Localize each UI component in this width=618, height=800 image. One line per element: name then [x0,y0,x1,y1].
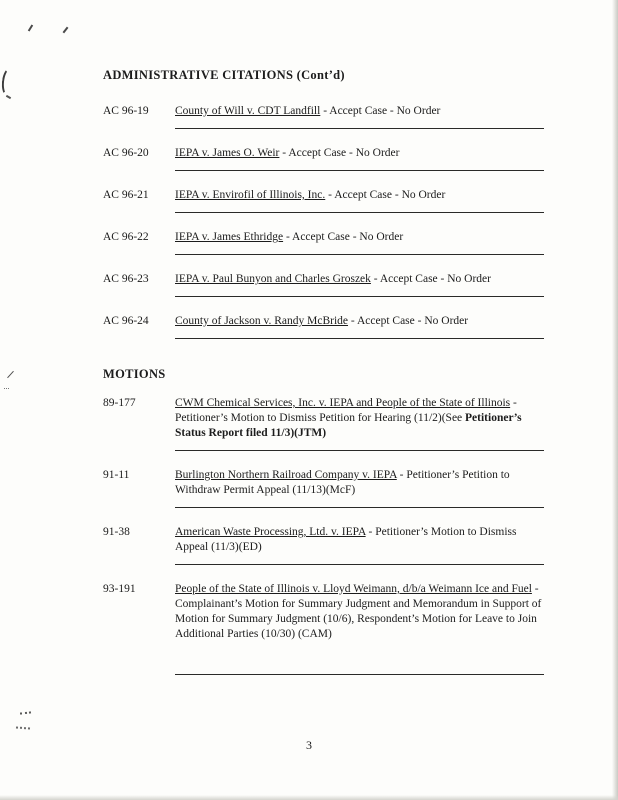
scan-artifact [20,711,31,714]
entry-description: - Accept Case - No Order [325,189,446,201]
entry-text [175,146,544,161]
docket-entry [103,104,544,119]
page-content [103,68,544,675]
docket-entry [103,272,544,287]
entry-text [175,468,544,498]
docket-entry [103,396,544,441]
section-title-motions: MOTIONS [103,367,166,381]
case-name: IEPA v. James O. Weir [175,147,280,159]
docket-number: 91-38 [103,526,130,538]
section-title-administrative-citations: ADMINISTRATIVE CITATIONS (Cont’d) [103,68,345,82]
docket-entry [103,314,544,329]
docket-entry [103,146,544,161]
entry-description: - Petitioner’s Motion to Dismiss Petition for Hearing (11/2)(See [175,397,517,424]
entry-description: - Accept Case - No Order [279,147,400,159]
separator-rule [175,674,544,675]
entry-description: - Complainant’s Motion for Summary Judgment and Memorandum in Support of Motion for Summary Judgment (10/6), Respondent’s Motion for Leave to Join Additional Parties (10/30) (CAM) [175,583,542,640]
docket-entry [103,525,544,555]
docket-number: 91-11 [103,469,130,481]
scan-artifact [63,27,69,34]
docket-number: AC 96-22 [103,231,149,243]
entry-description: - Accept Case - No Order [370,273,491,285]
case-name: American Waste Processing, Ltd. v. IEPA [175,526,366,538]
separator-rule [175,507,544,508]
entry-description: - Petitioner’s Petition to Withdraw Permit Appeal (11/13)(McF) [175,469,510,496]
entry-description: - Accept Case - No Order [283,231,404,243]
separator-rule [175,296,544,297]
entry-description: - Accept Case - No Order [320,105,441,117]
docket-number: AC 96-21 [103,189,149,201]
separator-rule [175,564,544,565]
separator-rule [175,254,544,255]
case-name: Burlington Northern Railroad Company v. IEPA [175,469,397,481]
page-number: 3 [306,738,312,752]
entry-text [175,230,544,245]
case-name: CWM Chemical Services, Inc. v. IEPA and People of the State of Illinois [175,397,511,409]
entry-text [175,525,544,555]
case-name: IEPA v. Envirofil of Illinois, Inc. [175,189,326,201]
separator-rule [175,450,544,451]
entry-text [175,188,544,203]
entry-text [175,272,544,287]
case-name: County of Will v. CDT Landfill [175,105,321,117]
entry-description: - Petitioner’s Motion to Dismiss Appeal (11/3)(ED) [175,526,517,553]
entry-description: - Accept Case - No Order [348,315,469,327]
entry-description-bold: Petitioner’s Status Report filed 11/3)(JTM) [175,412,522,439]
separator-rule [175,212,544,213]
entry-text [175,582,544,642]
docket-number: 89-177 [103,397,136,409]
scan-artifact [1,67,17,96]
case-name: IEPA v. James Ethridge [175,231,284,243]
separator-rule [175,128,544,129]
separator-rule [175,338,544,339]
docket-number: AC 96-23 [103,273,149,285]
scan-artifact [4,388,9,389]
case-name: People of the State of Illinois v. Lloyd Weimann, d/b/a Weimann Ice and Fuel [175,583,532,595]
docket-number: AC 96-19 [103,105,149,117]
case-name: County of Jackson v. Randy McBride [175,315,349,327]
separator-rule [175,170,544,171]
docket-number: AC 96-20 [103,147,149,159]
scan-edge-shadow [612,0,618,800]
scan-artifact [28,25,33,32]
docket-entry [103,230,544,245]
entry-text [175,314,544,329]
entry-text [175,396,544,441]
docket-entry [103,468,544,498]
scan-artifact [6,95,11,99]
docket-entry [103,582,544,642]
entry-text [175,104,544,119]
case-name: IEPA v. Paul Bunyon and Charles Groszek [175,273,371,285]
scan-artifact [16,727,30,730]
docket-entry [103,188,544,203]
docket-number: AC 96-24 [103,315,149,327]
scan-artifact [7,371,14,378]
scan-edge-shadow [0,795,618,800]
docket-number: 93-191 [103,583,136,595]
